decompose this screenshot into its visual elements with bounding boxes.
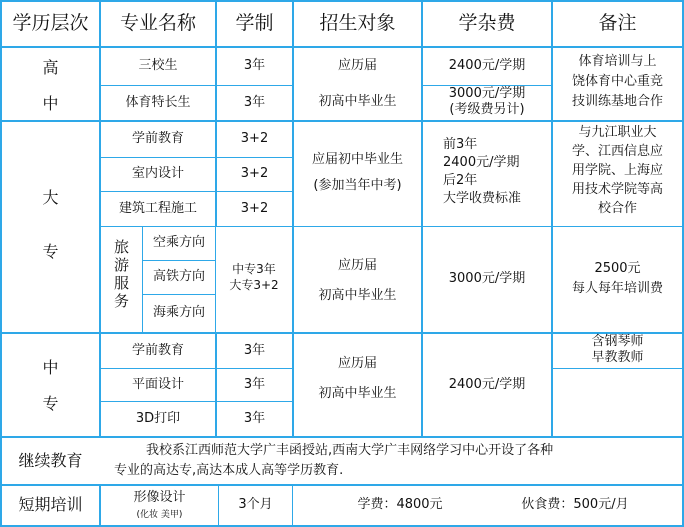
col-divider bbox=[292, 484, 293, 527]
target-line-2: 初高中毕业生 bbox=[318, 385, 397, 401]
travel-service-char-1: 旅 bbox=[113, 238, 129, 257]
duration-cell: 3+2 bbox=[240, 200, 269, 216]
major-cell: 三校生 bbox=[138, 58, 178, 74]
level-dazhuan-char-1: 大 bbox=[42, 187, 59, 207]
fee-line: 2400元/学期 bbox=[443, 155, 520, 171]
major-cell: 学前教育 bbox=[131, 131, 184, 147]
remark-line: 体育培训与上 bbox=[578, 53, 657, 69]
header-duration: 学制 bbox=[235, 12, 274, 35]
direction-cell: 高铁方向 bbox=[152, 269, 205, 285]
target-line-1: 应历届 bbox=[337, 355, 377, 371]
major-cell: 建筑工程施工 bbox=[118, 200, 197, 216]
fee-cell: 2400元/学期 bbox=[448, 58, 526, 74]
target-line-2: 初高中毕业生 bbox=[318, 93, 397, 109]
target-line-1: 应历届 bbox=[337, 257, 377, 273]
duration-cell: 3+2 bbox=[240, 166, 269, 182]
travel-duration-line-1: 中专3年 bbox=[232, 262, 276, 277]
short-training-major-sub: (化妆 美甲) bbox=[136, 509, 183, 520]
level-short-training: 短期培训 bbox=[18, 495, 83, 515]
header-fees: 学杂费 bbox=[458, 12, 516, 35]
short-training-duration: 3个月 bbox=[238, 497, 273, 513]
fee-cell: 3000元/学期 bbox=[448, 271, 526, 287]
fee-line-1: 3000元/学期 bbox=[448, 86, 526, 102]
level-dazhuan-char-2: 专 bbox=[42, 241, 59, 261]
travel-duration-line-2: 大专3+2 bbox=[229, 278, 279, 293]
level-gaozhong-char-1: 高 bbox=[42, 57, 59, 77]
remark-line: 含钢琴师 bbox=[591, 334, 644, 350]
duration-cell: 3年 bbox=[243, 58, 266, 74]
fee-cell: 2400元/学期 bbox=[448, 376, 526, 392]
major-cell: 室内设计 bbox=[131, 166, 184, 182]
travel-service-char-2: 游 bbox=[113, 256, 129, 275]
short-training-tuition: 学费：4800元 bbox=[357, 497, 443, 513]
duration-cell: 3年 bbox=[243, 410, 266, 426]
short-training-board: 伙食费：500元/月 bbox=[521, 497, 629, 513]
direction-cell: 海乘方向 bbox=[152, 305, 205, 321]
continuing-education-text-1: 我校系江西师范大学广丰函授站,西南大学广丰网络学习中心开设了各种 bbox=[146, 442, 554, 458]
target-line-1: 应历届 bbox=[337, 57, 377, 73]
duration-cell: 3年 bbox=[243, 376, 266, 392]
remark-line: 早教教师 bbox=[591, 350, 644, 366]
header-level: 学历层次 bbox=[12, 12, 89, 35]
remark-line: 校合作 bbox=[597, 201, 637, 217]
header-major: 专业名称 bbox=[119, 12, 196, 35]
row-divider bbox=[551, 368, 684, 369]
fee-line: 前3年 bbox=[443, 137, 478, 153]
duration-cell: 3+2 bbox=[240, 131, 269, 147]
level-zhongzhuan-char-1: 中 bbox=[42, 357, 59, 377]
major-cell: 平面设计 bbox=[131, 376, 184, 392]
remark-line: 饶体育中心重竞 bbox=[571, 73, 663, 89]
major-cell: 3D打印 bbox=[135, 410, 181, 426]
target-line-1: 应届初中毕业生 bbox=[311, 151, 403, 167]
travel-service-char-3: 服 bbox=[113, 274, 129, 293]
direction-cell: 空乘方向 bbox=[152, 235, 205, 251]
remark-line: 每人每年培训费 bbox=[571, 280, 663, 296]
remark-line: 学、江西信息应 bbox=[571, 144, 663, 160]
level-zhongzhuan-char-2: 专 bbox=[42, 393, 59, 413]
target-line-2: 初高中毕业生 bbox=[318, 287, 397, 303]
remark-line: 用学院、上海应 bbox=[571, 163, 663, 179]
level-gaozhong-char-2: 中 bbox=[42, 93, 59, 113]
major-cell: 体育特长生 bbox=[125, 94, 191, 110]
travel-service-char-4: 务 bbox=[113, 292, 129, 311]
duration-cell: 3年 bbox=[243, 342, 266, 358]
remark-line: 与九江职业大 bbox=[578, 125, 657, 141]
remark-line: 用技术学院等高 bbox=[571, 182, 663, 198]
fee-line-2: (考级费另计) bbox=[449, 102, 525, 118]
header-remarks: 备注 bbox=[598, 12, 637, 35]
target-line-2: (参加当年中考) bbox=[313, 177, 402, 193]
level-continuing-education: 继续教育 bbox=[18, 450, 83, 470]
fee-line: 大学收费标准 bbox=[443, 191, 522, 207]
remark-line: 2500元 bbox=[594, 260, 641, 276]
major-cell: 学前教育 bbox=[131, 342, 184, 358]
fee-line: 后2年 bbox=[443, 173, 478, 189]
remark-line: 技训练基地合作 bbox=[571, 93, 663, 109]
short-training-major: 形像设计 bbox=[133, 489, 186, 505]
duration-cell: 3年 bbox=[243, 94, 266, 110]
continuing-education-text-2: 专业的高达专,高达本成人高等学历教育. bbox=[114, 462, 344, 478]
header-target: 招生对象 bbox=[319, 12, 396, 35]
section-divider bbox=[0, 436, 684, 438]
